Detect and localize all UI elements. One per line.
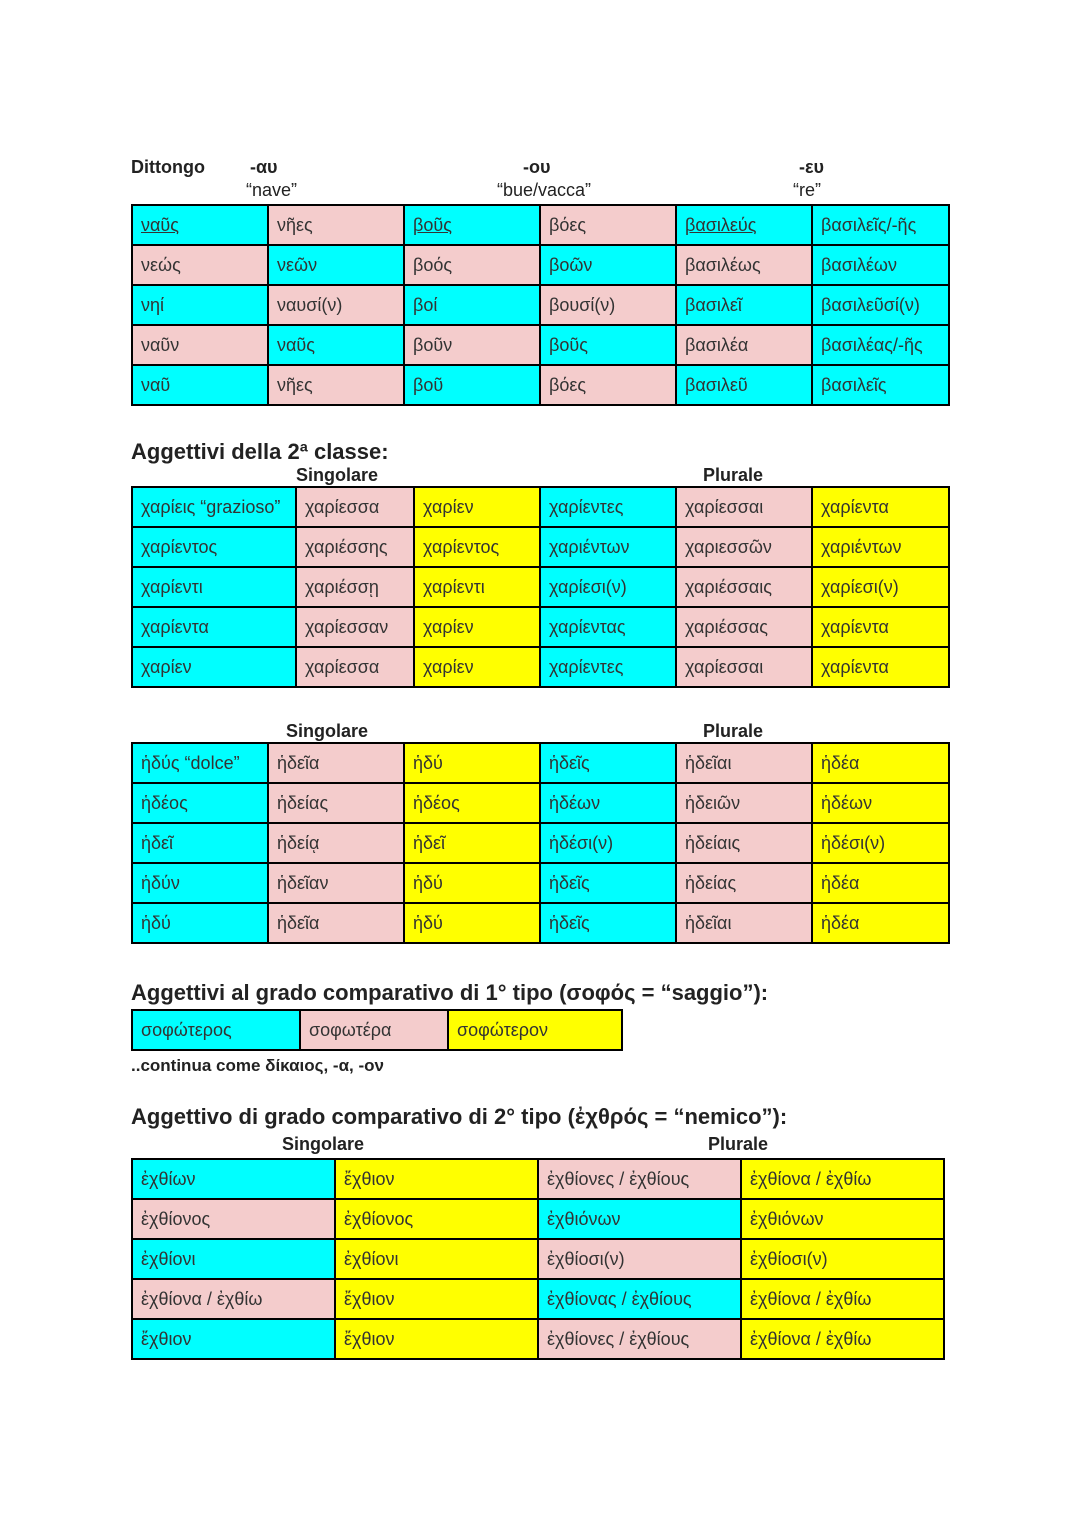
table-cell: χαριέσσαις [676,567,812,607]
ending-au: -αυ [250,157,278,177]
table-row [132,1010,622,1050]
table-cell: ἐχθίοσι(ν) [741,1239,944,1279]
table-row [132,743,949,783]
table-cell: ἡδείας [268,783,404,823]
table-cell: ἡδέων [812,783,949,823]
table-row [132,567,949,607]
table-row [132,823,949,863]
table-cell: ἡδείᾳ [268,823,404,863]
table-cell: ἡδύ [404,743,540,783]
table-row [132,1199,944,1239]
table-cell: χαρίεντας [540,607,676,647]
table-cell: ἡδεῖαι [676,903,812,943]
table-row [132,1239,944,1279]
table-cell: ἐχθίονες / ἐχθίους [538,1319,741,1359]
table-cell: βοί [404,285,540,325]
table-cell: ναυσί(ν) [268,285,404,325]
table-cell: ἡδεῖς [540,863,676,903]
table-cell: χαρίεντες [540,487,676,527]
table-cell: βοῦς [540,325,676,365]
table-cell: χαρίεντος [132,527,296,567]
meaning-bue: “bue/vacca” [497,180,592,200]
table-cell: βασιλεῦ [676,365,812,405]
table-cell: χαρίεσσαι [676,647,812,687]
table-cell: ναῦς [268,325,404,365]
table-cell: βασιλεῖς/-ῆς [812,205,949,245]
table-row [132,325,949,365]
table-cell: ἡδέα [812,903,949,943]
table-cell: βασιλεῦσί(ν) [812,285,949,325]
table-cell: ἡδεῖ [404,823,540,863]
ending-ou: -ου [523,157,551,177]
dittongo-table [131,204,950,406]
table-cell: ἐχθίονος [335,1199,538,1239]
table-cell: βοῦς [404,205,540,245]
table-cell: χαρίεντες [540,647,676,687]
table-row [132,365,949,405]
table-cell: χαρίεσσα [296,647,414,687]
plurale-label: Plurale [708,1134,769,1154]
table-cell: νηί [132,285,268,325]
table-cell: ἐχθίων [132,1159,335,1199]
table-cell: βοός [404,245,540,285]
table-cell: νεῶν [268,245,404,285]
table-row [132,903,949,943]
table-cell: χαρίεντα [132,607,296,647]
table-cell: χαριέσσας [676,607,812,647]
table-cell: ἐχθίονα / ἐχθίω [741,1319,944,1359]
table-cell: ἐχθίονος [132,1199,335,1239]
table-cell: ἐχθίονα / ἐχθίω [741,1279,944,1319]
table-cell: βόες [540,205,676,245]
table-cell: ἡδύ [132,903,268,943]
table-cell: βουσί(ν) [540,285,676,325]
table-cell: σοφώτερος [132,1010,300,1050]
table-cell: ἡδειῶν [676,783,812,823]
table-cell: ἔχθιον [335,1319,538,1359]
plurale-label: Plurale [703,465,764,485]
table-cell: βασιλεῖς [812,365,949,405]
table-cell: ναῦς [132,205,268,245]
table-cell: ἡδέος [132,783,268,823]
table-cell: χαρίεντι [414,567,540,607]
table-row [132,647,949,687]
table-cell: βοῶν [540,245,676,285]
table-cell: ἡδεῖς [540,903,676,943]
table-cell: ἐχθίονες / ἐχθίους [538,1159,741,1199]
table-row [132,285,949,325]
plurale-label: Plurale [703,721,764,741]
table-cell: ἐχθίονα / ἐχθίω [132,1279,335,1319]
table-row [132,1319,944,1359]
singolare-label: Singolare [286,721,369,741]
table-cell: χαρίεσσαι [676,487,812,527]
table-row [132,527,949,567]
table-row [132,205,949,245]
table-cell: ἡδύν [132,863,268,903]
table-cell: χαρίεις “grazioso” [132,487,296,527]
comparativo1-table [131,1009,623,1051]
table-cell: ἔχθιον [335,1159,538,1199]
table-cell: ἐχθίοσι(ν) [538,1239,741,1279]
table-cell: ναῦν [132,325,268,365]
table-cell: χαρίεν [132,647,296,687]
table-cell: χαριέντων [812,527,949,567]
table-cell: ἡδεῖα [268,903,404,943]
table-cell: βασιλέων [812,245,949,285]
table-cell: ἡδέων [540,783,676,823]
table-cell: ἐχθίονα / ἐχθίω [741,1159,944,1199]
comparativo2-table [131,1158,945,1360]
table-row [132,1279,944,1319]
table-cell: ἡδέσι(ν) [812,823,949,863]
table-cell: ἡδέα [812,863,949,903]
table-cell: χαρίεσσαν [296,607,414,647]
table-row [132,863,949,903]
table-cell: νῆες [268,365,404,405]
table-cell: ἡδέα [812,743,949,783]
table-cell: ἐχθιόνων [538,1199,741,1239]
table-row [132,783,949,823]
table-cell: χαριέσσῃ [296,567,414,607]
table-cell: χαριέντων [540,527,676,567]
table-row [132,607,949,647]
table-cell: ἡδεῖ [132,823,268,863]
table-cell: ἡδείας [676,863,812,903]
section-title-comparativo1: Aggettivi al grado comparativo di 1° tipo (σοφός = “saggio”): [131,980,769,1005]
table-cell: ἡδείαις [676,823,812,863]
table-cell: ναῦ [132,365,268,405]
table-cell: ἡδεῖαν [268,863,404,903]
table-cell: ἔχθιον [335,1279,538,1319]
table-cell: βασιλέα [676,325,812,365]
table-cell: χαρίεσσα [296,487,414,527]
table-cell: ἔχθιον [132,1319,335,1359]
table-cell: ἡδύ [404,863,540,903]
table-cell: χαρίεν [414,647,540,687]
table-cell: χαρίεντι [132,567,296,607]
table-cell: ἐχθιόνων [741,1199,944,1239]
table-cell: ἐχθίονας / ἐχθίους [538,1279,741,1319]
section-title-seconda-classe: Aggettivi della 2ª classe: [131,439,389,464]
table-cell: χαρίεσι(ν) [812,567,949,607]
table-row [132,245,949,285]
dittongo-label: Dittongo [131,157,205,177]
continua-note: ..continua come δίκαιος, -α, -ον [131,1056,384,1075]
table-cell: ἡδεῖα [268,743,404,783]
table-cell: ἡδεῖαι [676,743,812,783]
singolare-label: Singolare [282,1134,365,1154]
table-cell: ἡδεῖς [540,743,676,783]
table-cell: νῆες [268,205,404,245]
table-cell: ἐχθίονι [132,1239,335,1279]
table-cell: βασιλεύς [676,205,812,245]
table-cell: βασιλεῖ [676,285,812,325]
table-cell: χαριεσσῶν [676,527,812,567]
table-cell: νεώς [132,245,268,285]
meaning-re: “re” [793,180,821,200]
table-cell: ἐχθίονι [335,1239,538,1279]
table-cell: βόες [540,365,676,405]
table-row [132,1159,944,1199]
table-cell: βασιλέας/-ῆς [812,325,949,365]
section-title-comparativo2: Aggettivo di grado comparativo di 2° tipo (ἐχθρός = “nemico”): [131,1104,788,1129]
ending-eu: -ευ [799,157,825,177]
table-cell: χαρίεν [414,607,540,647]
table-cell: χαριέσσης [296,527,414,567]
table-cell: χαρίεντα [812,647,949,687]
table-cell: χαρίεσι(ν) [540,567,676,607]
table-cell: σοφώτερον [448,1010,622,1050]
table-row [132,487,949,527]
table-cell: βοῦ [404,365,540,405]
table-cell: ἡδύ [404,903,540,943]
table-cell: χαρίεντα [812,487,949,527]
table-cell: ἡδύς “dolce” [132,743,268,783]
table-cell: βοῦν [404,325,540,365]
table-cell: χαρίεν [414,487,540,527]
singolare-label: Singolare [296,465,379,485]
table-cell: σοφωτέρα [300,1010,448,1050]
table-cell: ἡδέος [404,783,540,823]
table-cell: χαρίεντα [812,607,949,647]
table-cell: βασιλέως [676,245,812,285]
table-cell: ἡδέσι(ν) [540,823,676,863]
charieis-table [131,486,950,688]
meaning-nave: “nave” [246,180,298,200]
table-cell: χαρίεντος [414,527,540,567]
hedys-table [131,742,950,944]
